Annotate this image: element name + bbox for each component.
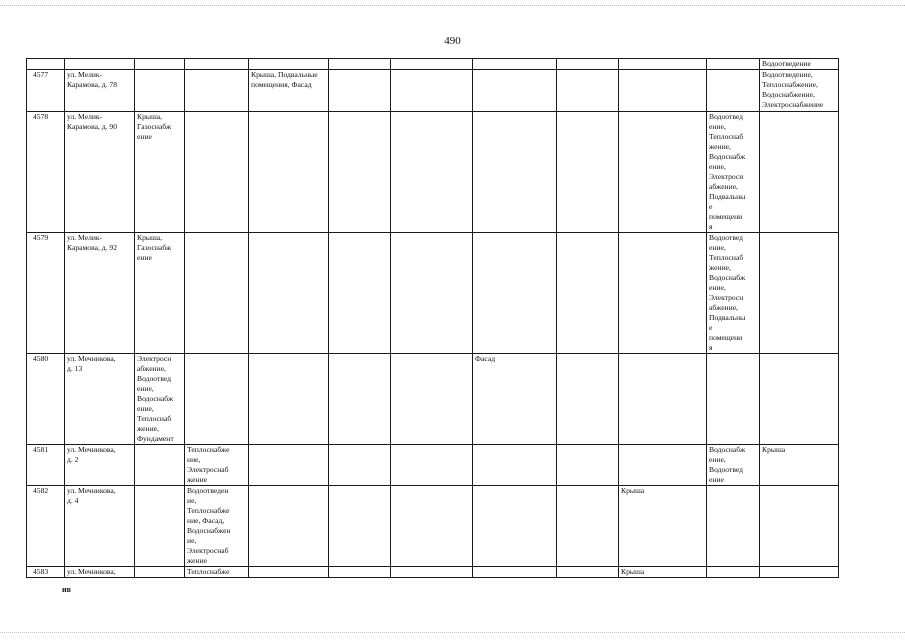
table-cell [473,486,557,567]
table-cell [760,112,839,233]
table-cell [249,112,329,233]
table-cell [707,567,760,578]
page-number: 490 [444,35,461,47]
table-cell [473,70,557,112]
document-table [26,58,839,578]
row-number-cell: 4582 [27,486,65,567]
table-cell: ул. Мелик- Карамова, д. 90 [65,112,135,233]
table-cell [707,354,760,445]
table-cell: Водоотведение [760,59,839,70]
table-cell [249,567,329,578]
table-cell [135,486,185,567]
table-cell [557,112,619,233]
row-number-cell: 4579 [27,233,65,354]
table-cell [619,70,707,112]
table-cell [135,567,185,578]
table-cell [473,567,557,578]
table-body [27,59,839,578]
table-cell: Крыша, Подвальные помещения, Фасад [249,70,329,112]
table-cell [391,70,473,112]
row-number-cell: 4581 [27,445,65,486]
table-cell: Водоснабж ение, Водоотвед ение [707,445,760,486]
table-cell: Фасад [473,354,557,445]
row-number-cell: 4580 [27,354,65,445]
table-cell [760,567,839,578]
table-cell [557,445,619,486]
table-cell [329,59,391,70]
table-cell [135,70,185,112]
table-cell [557,567,619,578]
table-row [27,567,839,578]
table-cell: ул. Мелик- Карамова, д. 92 [65,233,135,354]
scan-edge-bottom [0,632,905,633]
bottom-note: ив [62,585,71,594]
table-cell [249,59,329,70]
table-cell [557,70,619,112]
table-cell [185,70,249,112]
table-cell [391,112,473,233]
table-cell [557,233,619,354]
table-cell: Крыша, Газоснабж ение [135,233,185,354]
table-cell [391,486,473,567]
table-cell [391,354,473,445]
table-cell [249,486,329,567]
table-cell [329,233,391,354]
row-number-cell: 4583 [27,567,65,578]
table-cell [185,59,249,70]
table-row [27,354,839,445]
row-number-cell [27,59,65,70]
table-cell [65,59,135,70]
table-cell [557,486,619,567]
table-cell: ул. Мечникова, [65,567,135,578]
table-cell [329,354,391,445]
table-row [27,445,839,486]
table-cell [329,112,391,233]
table-cell [619,59,707,70]
table-cell: Водоотвед ение, Теплоснаб жение, Водоснабж ение, Электросн абжение, Подвальны е помещени я [707,233,760,354]
table-cell: Водоотвед ение, Теплоснаб жение, Водоснабж ение, Электроси абжение, Подвальны е помещени я [707,112,760,233]
table-cell [391,445,473,486]
table-cell [619,354,707,445]
table-cell [760,354,839,445]
table-cell [760,233,839,354]
table-cell: ул. Мечникова, д. 2 [65,445,135,486]
table-cell [473,233,557,354]
table-cell [473,445,557,486]
table-cell [329,486,391,567]
table-cell [473,112,557,233]
table-cell: Крыша [760,445,839,486]
table-cell [391,233,473,354]
row-number-cell: 4577 [27,70,65,112]
table-cell [557,354,619,445]
table-cell: Крыша, Газоснабж ение [135,112,185,233]
table-cell [185,112,249,233]
table-row [27,70,839,112]
table-cell [707,59,760,70]
table-cell [249,445,329,486]
table-cell: Водоотведение, Теплоснабжение, Водоснабжение, Электроснабжение [760,70,839,112]
table-cell [185,354,249,445]
table-row [27,486,839,567]
table-cell [329,445,391,486]
table-cell [557,59,619,70]
table-header-row [27,59,839,70]
table-row [27,112,839,233]
table-cell: Водоотведен ие, Теплоснабже ние, Фасад, Водоснабжен ие, Электроснаб жение [185,486,249,567]
table-cell: Теплоснабже ние, Электроснаб жение [185,445,249,486]
scan-edge-top [0,5,905,6]
table-cell: Крыша [619,486,707,567]
table-cell [619,112,707,233]
table-cell [135,445,185,486]
table-cell [391,567,473,578]
table-cell [619,445,707,486]
table-cell [329,567,391,578]
table-cell [760,486,839,567]
table-cell: Крыша [619,567,707,578]
table-cell [249,233,329,354]
table-cell [329,70,391,112]
table-cell: Теплоснабже [185,567,249,578]
table-cell [391,59,473,70]
row-number-cell: 4578 [27,112,65,233]
table-cell: ул. Мечникова, д. 4 [65,486,135,567]
table-cell [185,233,249,354]
table-row [27,233,839,354]
table-cell [135,59,185,70]
table-cell [249,354,329,445]
table-cell [619,233,707,354]
table-cell: Электросн абжение, Водоотвед ение, Водоснабж ение, Теплоснаб жение, Фундамент [135,354,185,445]
table-cell: ул. Мелик- Карамова, д. 78 [65,70,135,112]
table-cell [473,59,557,70]
table-cell: ул. Мечникова, д. 13 [65,354,135,445]
table-cell [707,70,760,112]
table-cell [707,486,760,567]
